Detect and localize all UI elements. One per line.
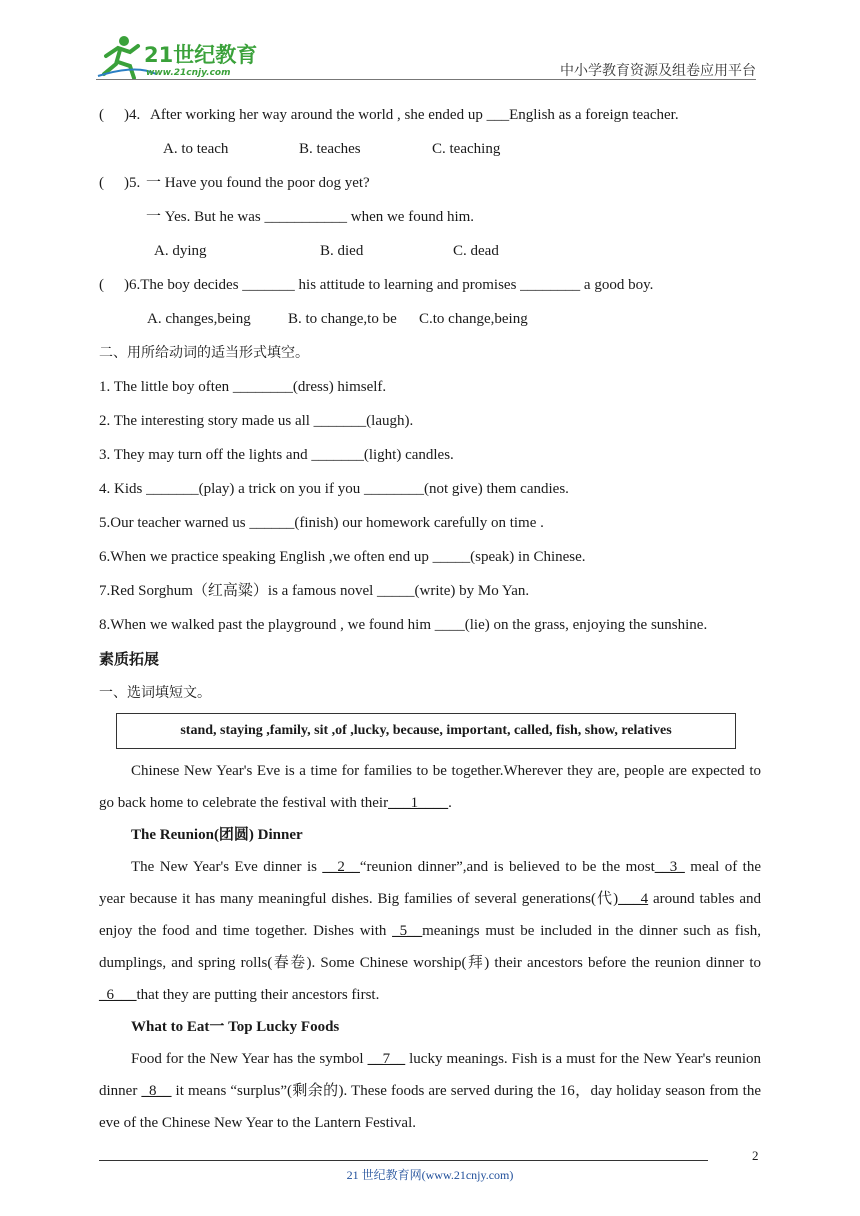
fill-item: 4. Kids _______(play) a trick on you if you ________(not give) them candies. xyxy=(99,481,569,497)
blank-3: __3_ xyxy=(654,859,685,875)
question-5-reply: 一 Yes. But he was ___________ when we found him. xyxy=(146,209,475,225)
question-5-options xyxy=(99,237,761,271)
blank-2: __2__ xyxy=(322,859,360,875)
paragraph-1: Chinese New Year's Eve is a time for families to be together.Wherever they are, people are expected to go back home to celebrate the festival with their___1____. xyxy=(99,763,761,811)
blank-7: __7__ xyxy=(367,1051,406,1067)
question-6: ( )6.The boy decides _______ his attitude to learning and promises ________ a good boy. xyxy=(99,277,654,293)
blank-6: _6___ xyxy=(99,987,137,1003)
blank-1: ___1____ xyxy=(388,795,449,811)
paragraph-2: The New Year's Eve dinner is __2__“reunion dinner”,and is believed to be the most__3_ meal of the year because it has many meaningful dishes. Big families of several generations(代)___4 around tables and enjoy the food and time together. Dishes with _5__meanings must be included in the dinner such as fish, dumplings, and spring rolls(春卷). Some Chinese worship(拜) their ancestors before the reunion dinner to _6___that they are putting their ancestors first. xyxy=(99,859,761,1003)
extension-title: 素质拓展 xyxy=(99,650,160,668)
question-text: 一 Have you found the poor dog yet? xyxy=(146,175,370,191)
footer-site: 21 世纪教育网(www.21cnjy.com) xyxy=(346,1168,514,1182)
question-4: ( )4. After working her way around the world , she ended up ___English as a foreign teacher. xyxy=(99,107,679,123)
header-divider xyxy=(96,79,756,80)
option-c: C. teaching xyxy=(432,141,501,157)
blank-5: _5__ xyxy=(392,923,423,939)
option-a: A. to teach xyxy=(163,141,229,157)
question-6-options xyxy=(99,305,761,339)
footer-divider xyxy=(99,1160,708,1161)
question-text: After working her way around the world , she ended up ___English as a foreign teacher. xyxy=(150,107,679,123)
subheading-lucky-foods: What to Eat一 Top Lucky Foods xyxy=(131,1019,340,1035)
site-logo xyxy=(96,34,261,80)
runner-logo-icon xyxy=(96,34,261,80)
option-c: C.to change,being xyxy=(419,311,528,327)
option-c: C. dead xyxy=(453,243,499,259)
svg-text:21世纪教育: 21世纪教育 xyxy=(144,43,258,67)
question-text: The boy decides _______ his attitude to learning and promises ________ a good boy. xyxy=(140,277,654,293)
platform-name: 中小学教育资源及组卷应用平台 xyxy=(560,63,756,79)
option-b: B. died xyxy=(320,243,364,259)
option-b: B. to change,to be xyxy=(288,311,397,327)
page-number: 2 xyxy=(752,1148,759,1163)
extension-subtitle: 一、选词填短文。 xyxy=(99,685,211,701)
blank-8: _8__ xyxy=(141,1083,172,1099)
subheading-reunion-dinner: The Reunion(团圆) Dinner xyxy=(131,827,303,843)
page-content xyxy=(99,101,761,1139)
section-2-title: 二、用所给动词的适当形式填空。 xyxy=(99,345,309,361)
question-5: ( )5. 一 Have you found the poor dog yet? xyxy=(99,175,370,191)
paragraph-3: Food for the New Year has the symbol __7__ lucky meanings. Fish is a must for the New Year's reunion dinner _8__ it means “surplus”(剩余的). These foods are served during the 16，day holiday season from the eve of the Chinese New Year to the Lantern Festival. xyxy=(99,1051,762,1131)
fill-item: 3. They may turn off the lights and _______(light) candles. xyxy=(99,447,454,463)
svg-text:www.21cnjy.com: www.21cnjy.com xyxy=(146,68,231,78)
fill-item: 8.When we walked past the playground , we found him ____(lie) on the grass, enjoying the sunshine. xyxy=(99,617,708,633)
option-a: A. changes,being xyxy=(147,311,251,327)
option-b: B. teaches xyxy=(299,141,361,157)
fill-item: 6.When we practice speaking English ,we often end up _____(speak) in Chinese. xyxy=(99,549,586,565)
word-bank: stand, staying ,family, sit ,of ,lucky, because, important, called, fish, show, relatives xyxy=(116,713,736,749)
question-4-options xyxy=(99,135,761,169)
blank-4: ___4 xyxy=(618,891,649,907)
fill-item: 5.Our teacher warned us ______(finish) our homework carefully on time . xyxy=(99,515,544,531)
fill-item: 1. The little boy often ________(dress) himself. xyxy=(99,379,387,395)
fill-item: 7.Red Sorghum（红高粱）is a famous novel _____(write) by Mo Yan. xyxy=(99,583,530,599)
fill-item: 2. The interesting story made us all _______(laugh). xyxy=(99,413,414,429)
option-a: A. dying xyxy=(154,243,207,259)
